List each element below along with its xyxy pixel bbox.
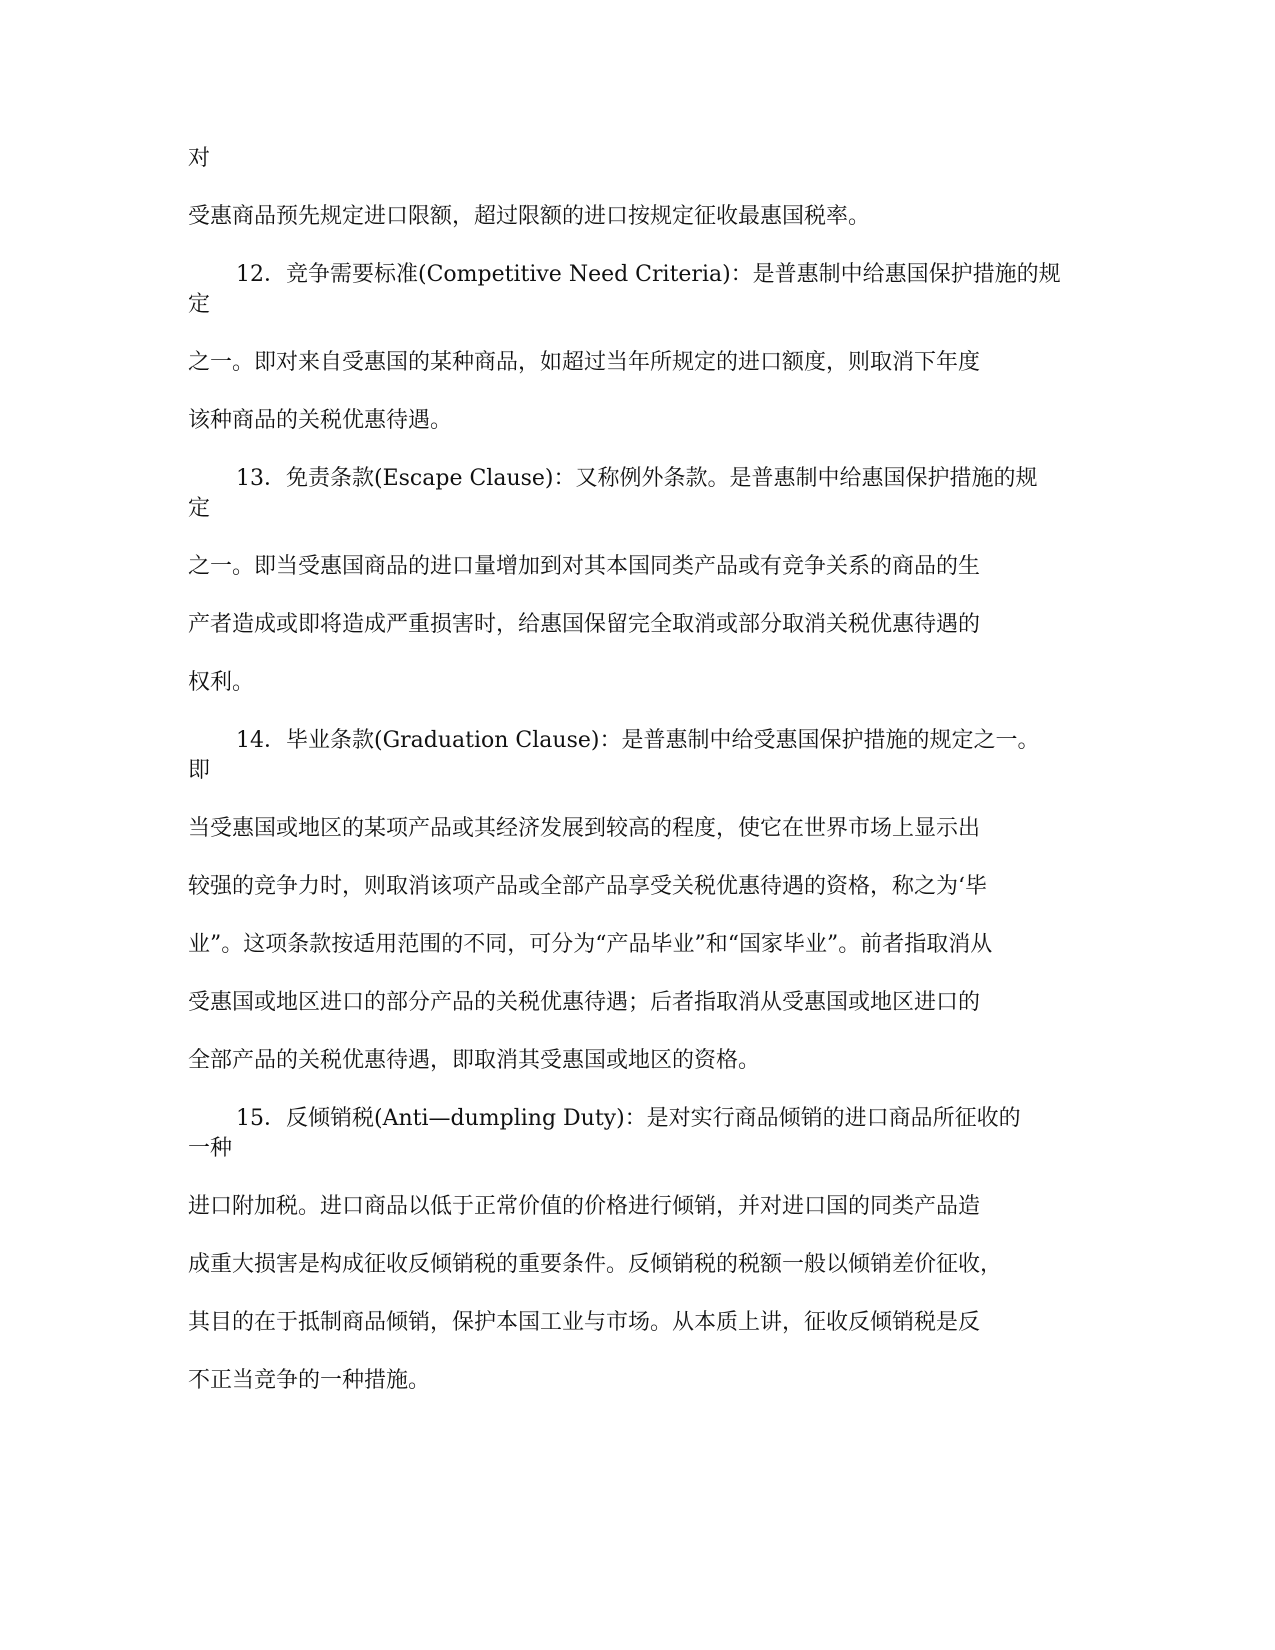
text-line: 不正当竞争的一种措施。 (188, 1368, 431, 1393)
section-14-heading: 14．毕业条款(Graduation Clause)：是普惠制中给受惠国保护措施的规定之一。 (236, 728, 1040, 753)
text-line: 当受惠国或地区的某项产品或其经济发展到较高的程度，使它在世界市场上显示出 (188, 816, 981, 841)
section-12-heading: 12．竞争需要标准(Competitive Need Criteria)：是普惠制中给惠国保护措施的规 (236, 262, 1061, 287)
text-line: 成重大损害是构成征收反倾销税的重要条件。反倾销税的税额一般以倾销差价征收， (188, 1252, 1003, 1277)
text-line: 受惠商品预先规定进口限额，超过限额的进口按规定征收最惠国税率。 (188, 204, 871, 229)
text-line: 之一。即对来自受惠国的某种商品，如超过当年所规定的进口额度，则取消下年度 (188, 350, 981, 375)
text-line: 全部产品的关税优惠待遇，即取消其受惠国或地区的资格。 (188, 1048, 761, 1073)
text-line: 定 (188, 292, 211, 317)
text-line: 对 (188, 146, 211, 171)
text-line: 产者造成或即将造成严重损害时，给惠国保留完全取消或部分取消关税优惠待遇的 (188, 612, 981, 637)
section-15-heading: 15．反倾销税(Anti—dumpling Duty)：是对实行商品倾销的进口商品所征收的 (236, 1106, 1021, 1131)
text-line: 定 (188, 496, 211, 521)
text-line: 业”。这项条款按适用范围的不同，可分为“产品毕业”和“国家毕业”。前者指取消从 (188, 932, 993, 957)
text-line: 一种 (188, 1136, 233, 1161)
text-line: 该种商品的关税优惠待遇。 (188, 408, 453, 433)
text-line: 其目的在于抵制商品倾销，保护本国工业与市场。从本质上讲，征收反倾销税是反 (188, 1310, 981, 1335)
text-line: 即 (188, 758, 211, 783)
text-line: 权利。 (188, 670, 255, 695)
section-13-heading: 13．免责条款(Escape Clause)：又称例外条款。是普惠制中给惠国保护措施的规 (236, 466, 1038, 491)
text-line: 之一。即当受惠国商品的进口量增加到对其本国同类产品或有竞争关系的商品的生 (188, 554, 981, 579)
text-line: 受惠国或地区进口的部分产品的关税优惠待遇；后者指取消从受惠国或地区进口的 (188, 990, 981, 1015)
text-line: 较强的竞争力时，则取消该项产品或全部产品享受关税优惠待遇的资格，称之为‘毕 (188, 874, 987, 899)
text-line: 进口附加税。进口商品以低于正常价值的价格进行倾销，并对进口国的同类产品造 (188, 1194, 981, 1219)
